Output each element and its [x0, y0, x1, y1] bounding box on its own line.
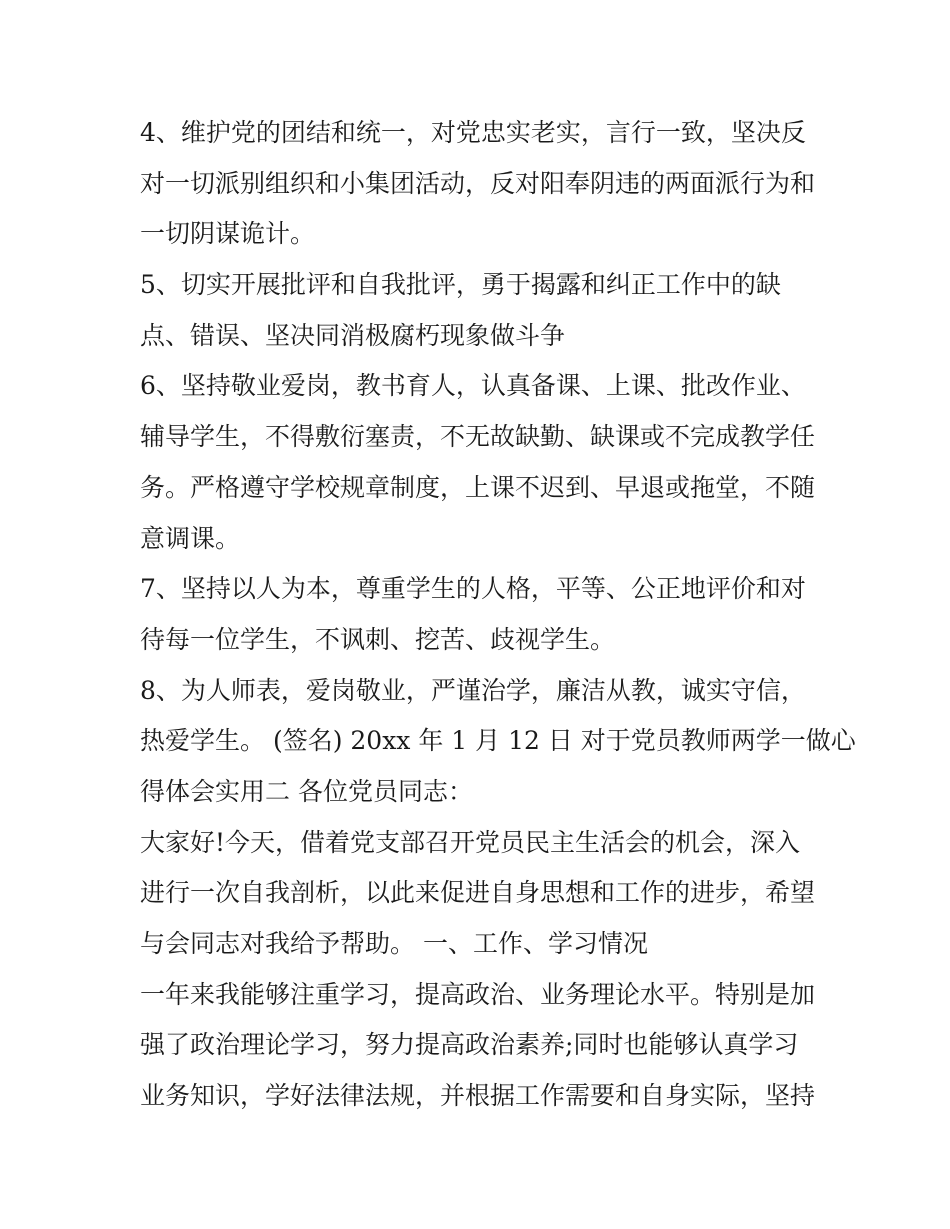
text-line: 对一切派别组织和小集团活动，反对阳奉阴违的两面派行为和 — [140, 168, 816, 198]
text-line: 与会同志对我给予帮助。 一、工作、学习情况 — [140, 929, 648, 958]
text-line: 大家好!今天，借着党支部召开党员民主生活会的机会，深入 — [140, 827, 801, 857]
text-line: 进行一次自我剖析，以此来促进自身思想和工作的进步，希望 — [140, 878, 816, 908]
text-line: 6、坚持敬业爱岗，教书育人，认真备课、上课、批改作业、 — [140, 371, 806, 401]
text-line: 点、错误、坚决同消极腐朽现象做斗争 — [140, 320, 566, 350]
text-line: 8、为人师表，爱岗敬业，严谨治学，廉洁从教，诚实守信， — [140, 675, 806, 705]
text-line: 强了政治理论学习，努力提高政治素养;同时也能够认真学习 — [140, 1030, 799, 1060]
text-line: 4、维护党的团结和统一，对党忠实老实，言行一致，坚决反 — [140, 118, 806, 147]
text-line: 一年来我能够注重学习，提高政治、业务理论水平。特别是加 — [140, 979, 816, 1009]
text-line: 一切阴谋诡计。 — [140, 219, 316, 249]
text-line: 5、切实开展批评和自我批评，勇于揭露和纠正工作中的缺 — [140, 270, 781, 300]
text-line: 7、坚持以人为本，尊重学生的人格，平等、公正地评价和对 — [140, 574, 806, 604]
text-line: 务。严格遵守学校规章制度，上课不迟到、早退或拖堂，不随 — [140, 472, 816, 502]
text-line: 待每一位学生，不讽刺、挖苦、歧视学生。 — [140, 624, 616, 654]
text-line: 辅导学生，不得敷衍塞责，不无故缺勤、缺课或不完成教学任 — [140, 422, 816, 452]
body-text — [140, 108, 856, 1122]
text-line: 热爱学生。 (签名) 20xx 年 1 月 12 日 对于党员教师两学一做心 — [140, 726, 856, 756]
text-line: 得体会实用二 各位党员同志： — [140, 776, 473, 806]
text-line: 意调课。 — [140, 523, 241, 553]
text-line: 业务知识，学好法律法规，并根据工作需要和自身实际，坚持 — [140, 1081, 816, 1111]
